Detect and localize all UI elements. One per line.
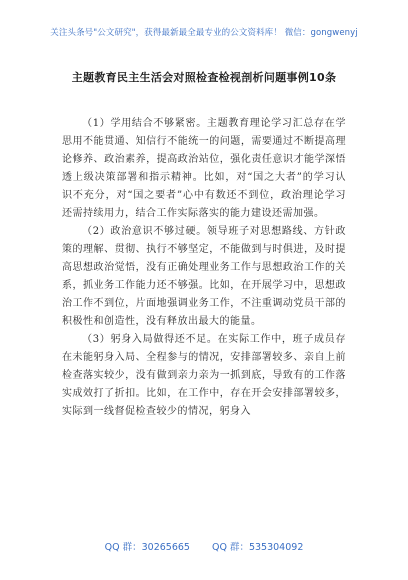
paragraph-3: （3）躬身入局做得还不足。在实际工作中，班子成员存在未能躬身入局、全程参与的情况，安排部署较多、亲自上前检查落实较少，没有做到亲力亲为一抓到底，导致有的工作落实成效打了折扣。比如，在工作中，存在开会安排部署较多，实际到一线督促检查较少的情况，躬身入	[62, 334, 346, 417]
paragraph-2: （2）政治意识不够过硬。领导班子对思想路线、方针政策的理解、贯彻、执行不够坚定，不能做到与时俱进，及时提高思想政治觉悟，没有正确处理业务工作与思想政治工作的关系，抓业务工作能力还不够强。比如，在开展学习中，思想政治工作不到位，片面地强调业务工作，不注重调动党员干部的积极性和创造性，没有释放出最大的能量。	[62, 226, 346, 327]
document-title: 主题教育民主生活会对照检查检视剖析问题事例10条	[71, 71, 337, 84]
qq-group-2: QQ 群：535304092	[211, 542, 304, 553]
document-body	[62, 115, 346, 421]
footer-contact	[0, 539, 408, 553]
qq-group-1: QQ 群：30265665	[104, 542, 190, 553]
paragraph-1: （1）学用结合不够紧密。主题教育理论学习汇总存在学思用不能贯通、知信行不能统一的问题，需要通过不断提高理论修养、政治素养，提高政治站位，强化责任意识才能学深悟透上级决策部署和指示精神。比如，对“国之大者”的学习认识不充分，对“国之要者”心中有数还不到位，政治理论学习还需持续用力，结合工作实际落实的能力建设还需加强。	[62, 118, 346, 219]
promo-banner	[0, 26, 408, 38]
promo-banner-text: 关注头条号"公文研究"，获得最新最全最专业的公文资料库！ 微信：gongwenyj	[50, 28, 358, 38]
